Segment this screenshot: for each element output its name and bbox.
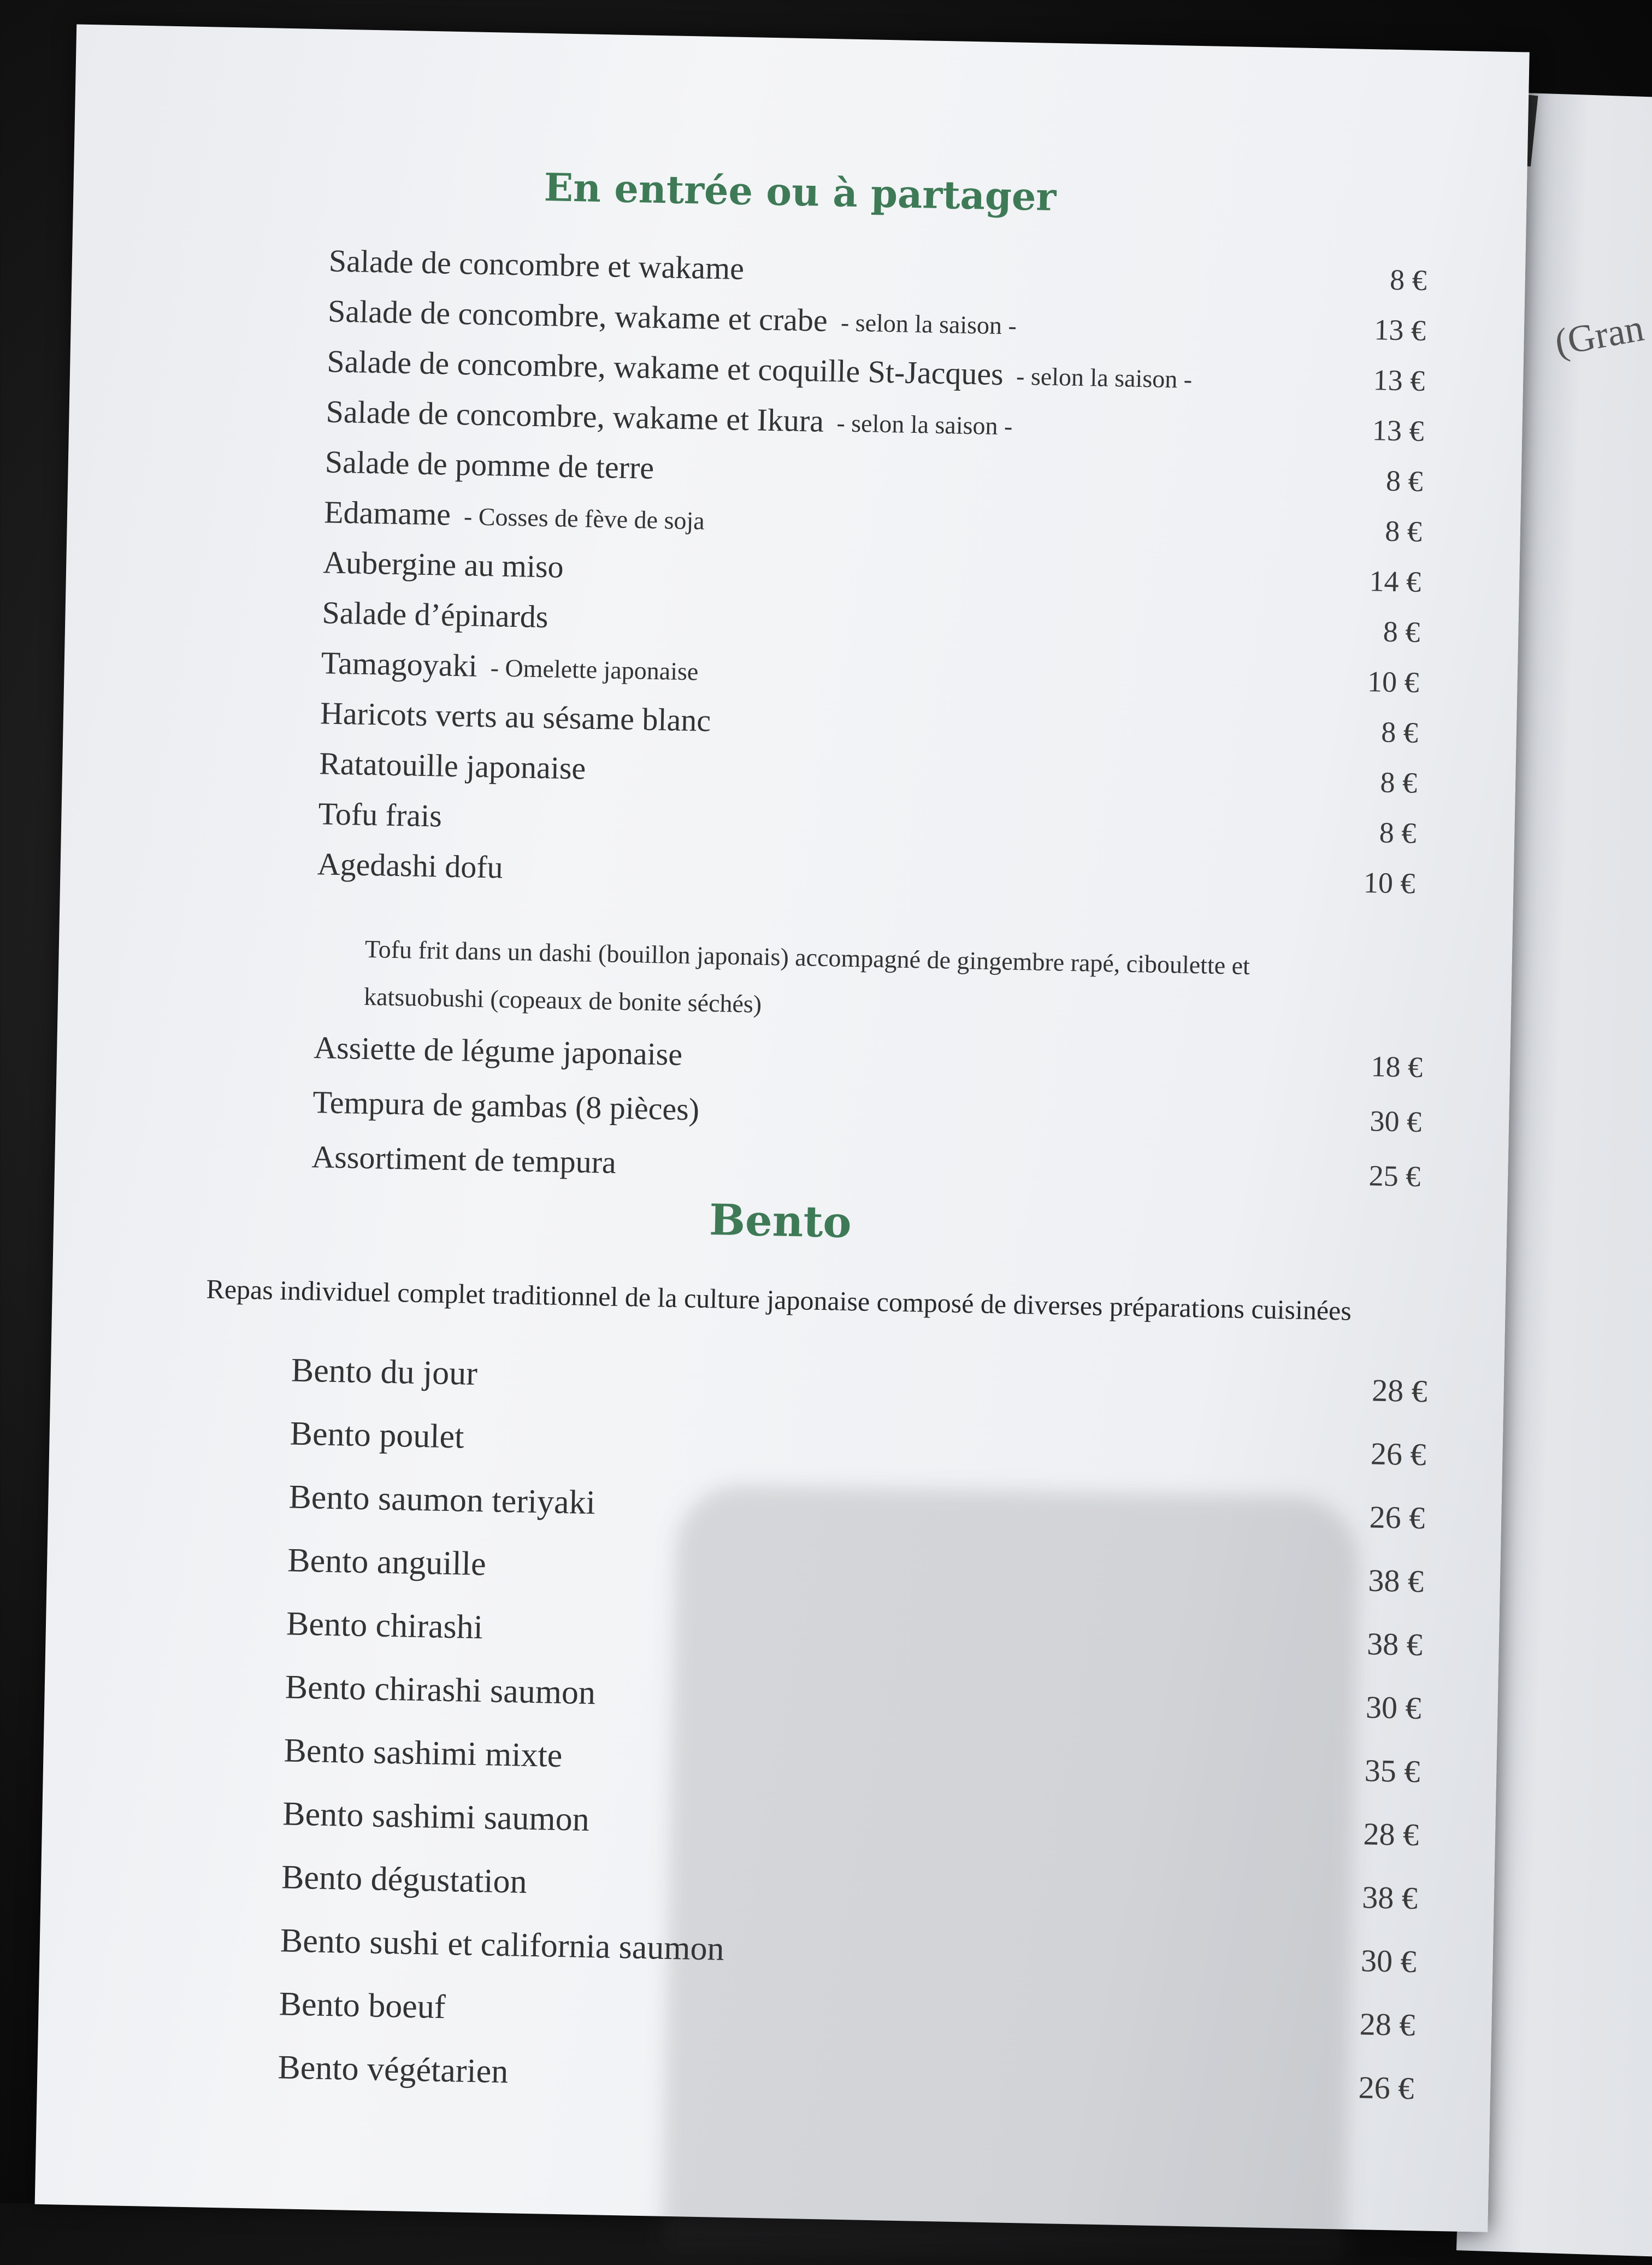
menu-item-price: 8 € xyxy=(1385,464,1424,498)
bento-subtitle: Repas individuel complet traditionnel de la culture japonaise composé de diverses préparations cuisinées xyxy=(206,1273,1352,1326)
menu-item-price: 10 € xyxy=(1363,866,1416,900)
menu-item-name: Salade de pomme de terre xyxy=(324,444,654,486)
menu-item-name: Tamagoyaki xyxy=(321,645,478,684)
menu-item-price: 18 € xyxy=(1370,1050,1423,1084)
menu-item-name: Bento sushi et california saumon xyxy=(280,1922,725,1968)
menu-item-note: - selon la saison - xyxy=(836,409,1013,440)
next-page-fragment: (Gran xyxy=(1551,307,1647,364)
menu-item-name: Bento végétarien xyxy=(277,2049,509,2091)
menu-item-name: Salade de concombre et wakame xyxy=(328,243,745,286)
menu-item-price: 10 € xyxy=(1367,665,1420,699)
menu-item-price: 8 € xyxy=(1389,263,1427,297)
menu-item-name: Haricots verts au sésame blanc xyxy=(320,695,711,738)
menu-item-name: Bento dégustation xyxy=(281,1858,528,1901)
menu-item-price: 13 € xyxy=(1373,313,1426,347)
menu-item-name: Salade de concombre, wakame et Ikura xyxy=(326,393,824,439)
menu-item-price: 28 € xyxy=(1359,2006,1416,2043)
menu-item-name: Bento boeuf xyxy=(279,1985,446,2026)
menu-item-name: Bento poulet xyxy=(290,1415,464,1456)
agedashi-description-line2: katsuobushi (copeaux de bonite séchés) xyxy=(363,982,762,1018)
menu-item-name: Edamame xyxy=(323,494,451,532)
menu-item-note: - selon la saison - xyxy=(840,308,1017,340)
menu-item-price: 28 € xyxy=(1371,1372,1428,1409)
menu-item-price: 25 € xyxy=(1368,1159,1421,1193)
menu-page xyxy=(35,24,1530,2232)
menu-item-price: 14 € xyxy=(1369,564,1421,598)
menu-item-price: 35 € xyxy=(1364,1752,1420,1790)
menu-item-name: Salade de concombre, wakame et coquille St-Jacques xyxy=(326,343,1004,392)
menu-item-name: Bento saumon teriyaki xyxy=(288,1478,596,1522)
menu-item-price: 38 € xyxy=(1361,1879,1418,1916)
menu-item-price: 26 € xyxy=(1370,1436,1427,1473)
menu-item-name: Tempura de gambas (8 pièces) xyxy=(312,1084,700,1127)
menu-item-note: - Cosses de fève de soja xyxy=(463,502,705,535)
menu-item-price: 30 € xyxy=(1365,1689,1422,1726)
menu-item-name: Bento sashimi saumon xyxy=(282,1795,590,1839)
section-title-starters: En entrée ou à partager xyxy=(544,164,1057,220)
menu-item-name: Bento anguille xyxy=(287,1542,487,1583)
menu-item-price: 26 € xyxy=(1358,2069,1414,2107)
menu-item-price: 13 € xyxy=(1373,363,1425,397)
agedashi-description-line1: Tofu frit dans un dashi (bouillon japonais) accompagné de gingembre rapé, ciboulette et xyxy=(364,934,1250,980)
menu-item-price: 8 € xyxy=(1383,615,1420,649)
menu-item-name: Agedashi dofu xyxy=(317,846,504,885)
menu-item-name: Bento chirashi saumon xyxy=(285,1668,596,1712)
menu-item-name: Salade d’épinards xyxy=(322,595,549,635)
menu-item-note: - Omelette japonaise xyxy=(490,654,699,686)
menu-item-name: Assortiment de tempura xyxy=(311,1139,617,1180)
menu-item-price: 8 € xyxy=(1379,766,1418,799)
menu-item-price: 13 € xyxy=(1372,414,1424,448)
menu-item-name: Bento chirashi xyxy=(286,1605,483,1646)
menu-item-price: 8 € xyxy=(1384,514,1423,548)
menu-item-price: 38 € xyxy=(1366,1626,1423,1663)
menu-item-price: 30 € xyxy=(1370,1104,1422,1139)
menu-item-note: - selon la saison - xyxy=(1016,362,1193,393)
menu-item-name: Bento du jour xyxy=(291,1351,478,1393)
menu-item-price: 26 € xyxy=(1369,1499,1425,1536)
menu-item-price: 30 € xyxy=(1360,1943,1417,1980)
section-title-bento: Bento xyxy=(709,1195,852,1248)
hand-shadow xyxy=(662,1484,1360,2262)
menu-item-name: Assiette de légume japonaise xyxy=(313,1029,683,1073)
menu-item-price: 8 € xyxy=(1380,715,1419,749)
menu-item-name: Salade de concombre, wakame et crabe xyxy=(327,293,828,338)
menu-item-price: 8 € xyxy=(1379,816,1417,850)
menu-item-name: Ratatouille japonaise xyxy=(318,745,586,786)
menu-item-price: 38 € xyxy=(1367,1562,1424,1599)
menu-item-price: 28 € xyxy=(1362,1816,1419,1853)
menu-item-name: Aubergine au miso xyxy=(322,544,564,585)
menu-item-name: Tofu frais xyxy=(317,796,442,834)
menu-item-name: Bento sashimi mixte xyxy=(284,1732,563,1775)
